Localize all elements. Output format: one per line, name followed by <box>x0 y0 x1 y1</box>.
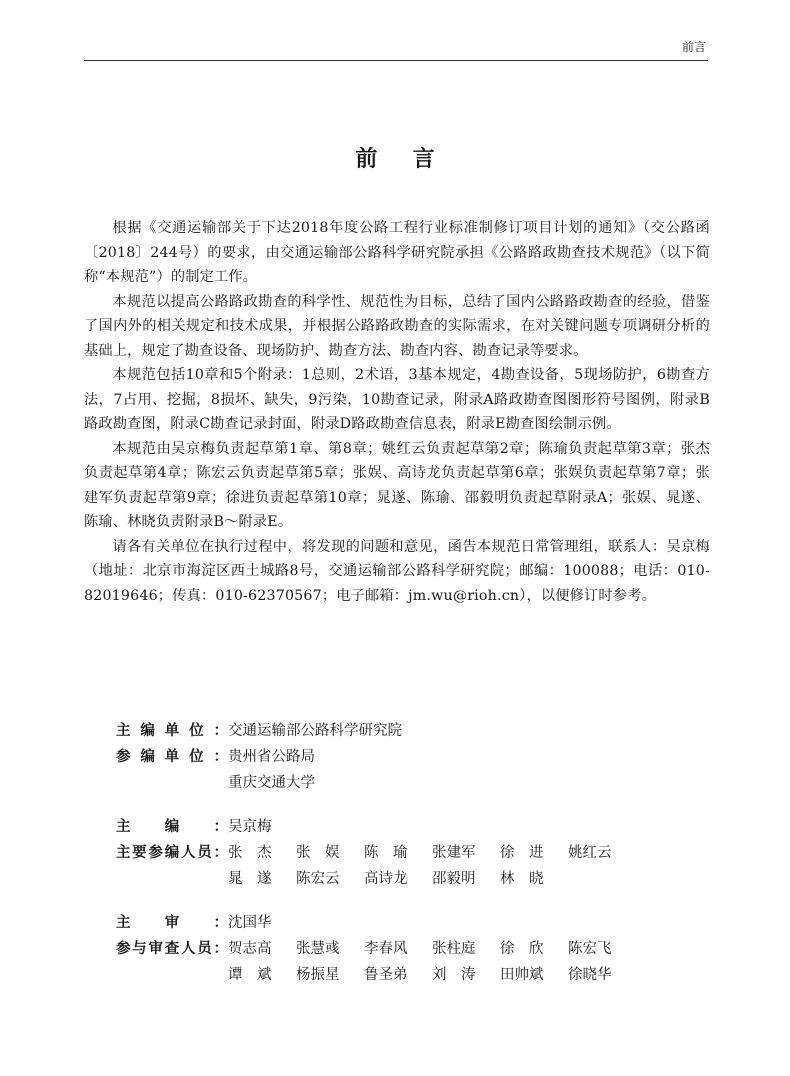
person-name: 徐 进 <box>500 845 544 861</box>
person-name: 陈宏云 <box>296 871 340 887</box>
credit-label-char: 参 <box>116 749 131 765</box>
person-name: 田帅斌 <box>500 967 544 983</box>
paragraph-purpose: 本规范以提高公路路政勘查的科学性、规范性为目标，总结了国内公路路政勘查的经验，借鉴了国内外的相关规定和技术成果，并根据公路路政勘查的实际需求，在对关键问题专项调研分析的基础上，规定了勘查设备、现场防护、勘查方法、勘查内容、勘查记录等要求。 <box>84 293 710 359</box>
credit-label-char: 编 <box>164 845 180 861</box>
person-name: 陈宏飞 <box>568 941 612 957</box>
credit-label-char: 员 <box>197 845 212 861</box>
person-name: 高诗龙 <box>364 871 408 887</box>
credit-value: 沈国华 <box>228 915 272 931</box>
credit-value: 交通运输部公路科学研究院 <box>228 723 402 739</box>
person-name: 谭 斌 <box>228 967 272 983</box>
page-title: 前言 <box>355 147 470 172</box>
credit-label-char: 查 <box>164 941 180 957</box>
person-name: 张慧彧 <box>296 941 340 957</box>
credit-label <box>116 718 228 744</box>
credit-label-char: 审 <box>148 941 163 957</box>
credit-value: 贵州省公路局 <box>228 749 315 765</box>
credit-label-char: ： <box>213 723 228 739</box>
credit-chief-reviewer <box>116 910 676 936</box>
credit-value: 重庆交通大学 <box>228 775 315 791</box>
credit-label-char: 主 <box>116 723 131 739</box>
person-name: 姚红云 <box>568 845 612 861</box>
credit-label <box>116 744 228 796</box>
person-name: 徐 欣 <box>500 941 544 957</box>
credit-label-char: 主 <box>116 845 131 861</box>
credit-reviewers <box>116 936 676 988</box>
person-name: 徐晓华 <box>568 967 612 983</box>
credit-value: 吴京梅 <box>228 819 272 835</box>
person-name: 晁 遂 <box>228 871 272 887</box>
credit-label-char: 单 <box>164 749 180 765</box>
person-name: 张 杰 <box>228 845 272 861</box>
credit-main-editors <box>116 840 676 892</box>
name-row <box>228 840 676 866</box>
name-row <box>228 936 676 962</box>
paragraph-contact: 请各有关单位在执行过程中，将发现的问题和意见，函告本规范日常管理组，联系人：吴京梅（地址：北京市海淀区西土城路8号，交通运输部公路科学研究院；邮编：100088；电话：010-82019646；传真：010-62370567；电子邮箱：jm.wu@rioh.cn），以便修订时参考。 <box>84 538 710 604</box>
paragraph-basis: 根据《交通运输部关于下达2018年度公路工程行业标准制修订项目计划的通知》（交公路函〔2018〕244号）的要求，由交通运输部公路科学研究院承担《公路路政勘查技术规范》（以下简称“本规范”）的制定工作。 <box>84 220 710 285</box>
credit-label-char: ： <box>213 941 228 957</box>
credit-label-char: 编 <box>164 819 180 835</box>
person-name: 张 娱 <box>296 845 340 861</box>
credit-label-char: 编 <box>140 723 155 739</box>
running-header <box>84 38 708 64</box>
person-name: 林 晓 <box>500 871 544 887</box>
credit-label-char: 参 <box>116 941 131 957</box>
credit-label-char: ： <box>213 845 228 861</box>
credit-label-char: ： <box>213 819 228 835</box>
person-name: 刘 涛 <box>432 967 476 983</box>
person-name: 鲁圣弟 <box>364 967 408 983</box>
credits-block <box>116 718 676 988</box>
credit-label-char: ： <box>213 915 228 931</box>
person-name: 杨振星 <box>296 967 340 983</box>
credit-label-char: 位 <box>189 723 204 739</box>
person-name: 陈 瑜 <box>364 845 408 861</box>
credit-label <box>116 910 228 936</box>
paragraph-contents: 本规范包括10章和5个附录：1总则，2术语，3基本规定，4勘查设备，5现场防护，6勘查方法，7占用、挖掘，8损坏、缺失，9污染，10勘查记录，附录A路政勘查图图形符号图例，附录B路政勘查图，附录C勘查记录封面，附录D路政勘查信息表，附录E勘查图绘制示例。 <box>84 367 710 432</box>
credit-label-char: 单 <box>164 723 180 739</box>
credit-label-char: 位 <box>189 749 204 765</box>
credit-label-char: 主 <box>116 819 131 835</box>
person-name: 张柱庭 <box>432 941 476 957</box>
person-name: 邵毅明 <box>432 871 476 887</box>
person-name: 李春风 <box>364 941 408 957</box>
person-name: 贺志高 <box>228 941 272 957</box>
credit-label <box>116 840 228 892</box>
person-name: 张建军 <box>432 845 476 861</box>
credit-label-char: 审 <box>164 915 180 931</box>
credit-label-char: 人 <box>181 941 196 957</box>
credit-chief-editor <box>116 814 676 840</box>
paragraph-drafters: 本规范由吴京梅负责起草第1章、第8章；姚红云负责起草第2章；陈瑜负责起草第3章；张杰负责起草第4章；陈宏云负责起草第5章；张娱、高诗龙负责起草第6章；张娱负责起草第7章；张建军负责起草第9章；徐进负责起草第10章；晁遂、陈瑜、邵毅明负责起草附录A；张娱、晁遂、陈瑜、林晓负责附录B～附录E。 <box>84 440 710 530</box>
credit-label <box>116 936 228 988</box>
header-section-label: 前言 <box>681 40 706 54</box>
name-row <box>228 866 676 892</box>
name-row <box>228 962 676 988</box>
credit-label-char: 主 <box>116 915 131 931</box>
credit-participating-units <box>116 744 676 796</box>
credit-label-char: 与 <box>132 941 147 957</box>
credit-label-char: 要 <box>132 845 147 861</box>
credit-label-char: 编 <box>140 749 155 765</box>
credit-chief-unit <box>116 718 676 744</box>
foreword-body <box>84 216 710 608</box>
header-rule <box>84 60 708 61</box>
credit-label <box>116 814 228 840</box>
credit-label-char: 人 <box>181 845 196 861</box>
credit-label-char: ： <box>213 749 228 765</box>
credit-label-char: 参 <box>148 845 163 861</box>
credit-label-char: 员 <box>197 941 212 957</box>
